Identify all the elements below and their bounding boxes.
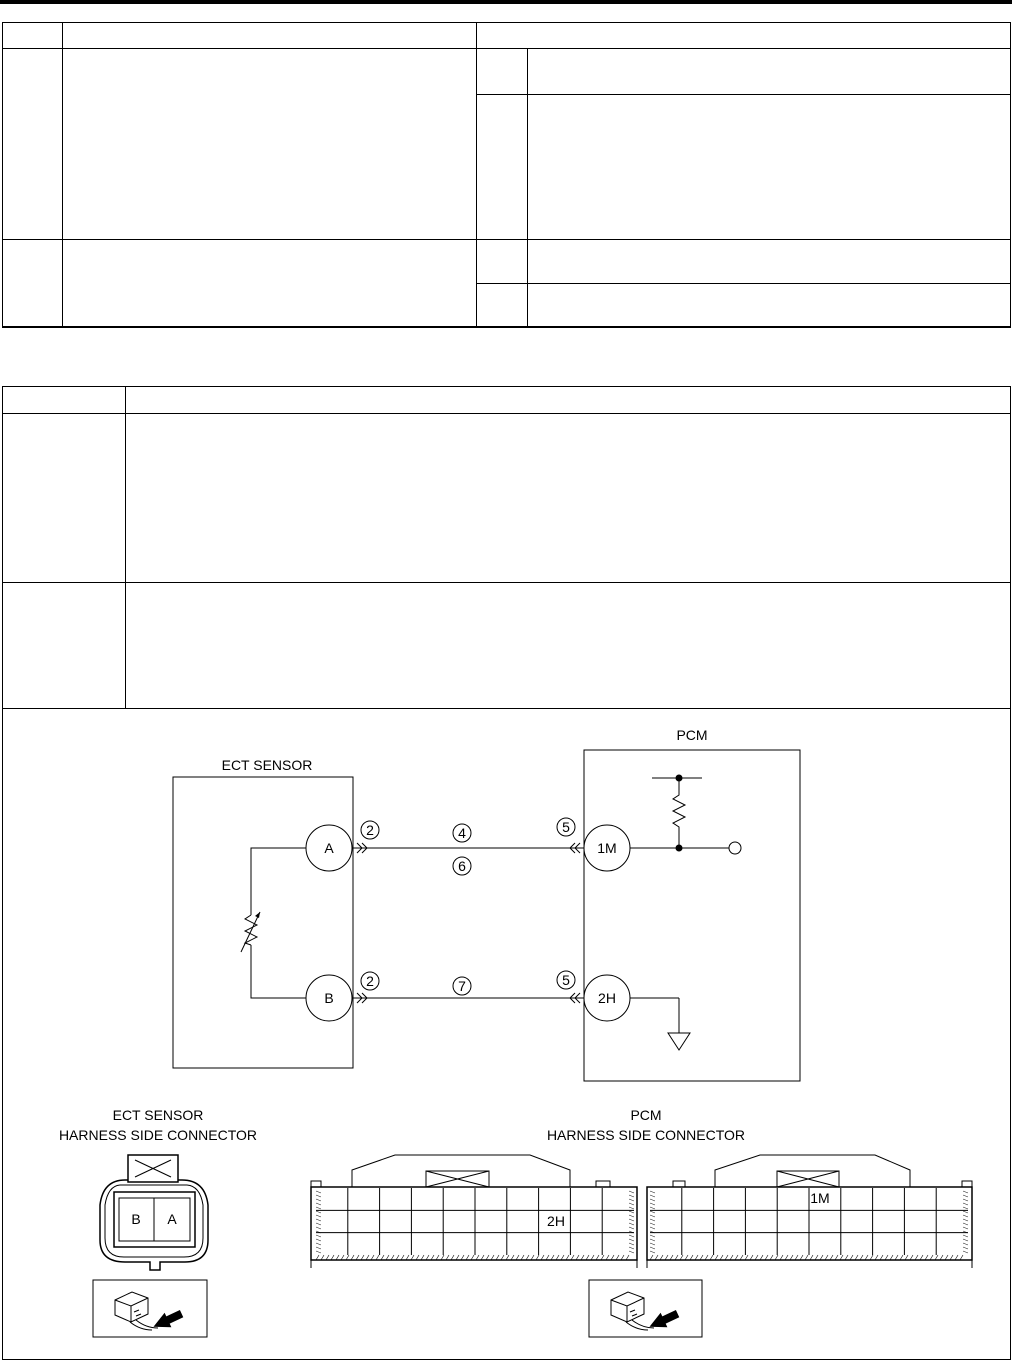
resistor-icon xyxy=(673,778,685,848)
ect-harness-connector xyxy=(100,1155,208,1270)
pcm-connector-left-grid xyxy=(316,1188,634,1260)
pcm-terminal-2h-label: 2H xyxy=(598,990,616,1006)
pcm-pin-1m-label: 1M xyxy=(810,1190,830,1206)
pcm-title: PCM xyxy=(676,727,708,743)
harness-view-direction-icon xyxy=(93,1280,207,1337)
pcm-input-node xyxy=(729,842,741,854)
harness-view-direction-icon xyxy=(589,1280,702,1337)
ect-connector-pin-b: B xyxy=(131,1211,141,1227)
step-callout: 6 xyxy=(458,858,466,874)
ect-sensor-title: ECT SENSOR xyxy=(221,757,313,773)
ect-terminal-a-label: A xyxy=(324,840,334,856)
ect-terminal-b-label: B xyxy=(324,990,334,1006)
pcm-connector-subtitle: HARNESS SIDE CONNECTOR xyxy=(546,1127,746,1143)
ect-connector-subtitle: HARNESS SIDE CONNECTOR xyxy=(58,1127,258,1143)
pcm-connector-title: PCM xyxy=(630,1107,662,1123)
ground-icon xyxy=(668,1033,690,1050)
ect-connector-title: ECT SENSOR xyxy=(112,1107,204,1123)
step-callout: 5 xyxy=(562,972,570,988)
pcm-pin-2h-label: 2H xyxy=(547,1213,565,1229)
step-callout: 2 xyxy=(366,973,374,989)
step-callout: 4 xyxy=(458,825,466,841)
pcm-terminal-1m-label: 1M xyxy=(597,840,617,856)
ect-connector-pin-a: A xyxy=(167,1211,177,1227)
step-callout: 7 xyxy=(458,978,466,994)
ect-sensor-box xyxy=(173,777,353,1068)
pcm-connector-right-grid xyxy=(650,1188,968,1260)
step-callout: 5 xyxy=(562,819,570,835)
step-callout: 2 xyxy=(366,822,374,838)
pcm-box xyxy=(584,750,800,1081)
pcm-harness-connector xyxy=(311,1155,972,1268)
